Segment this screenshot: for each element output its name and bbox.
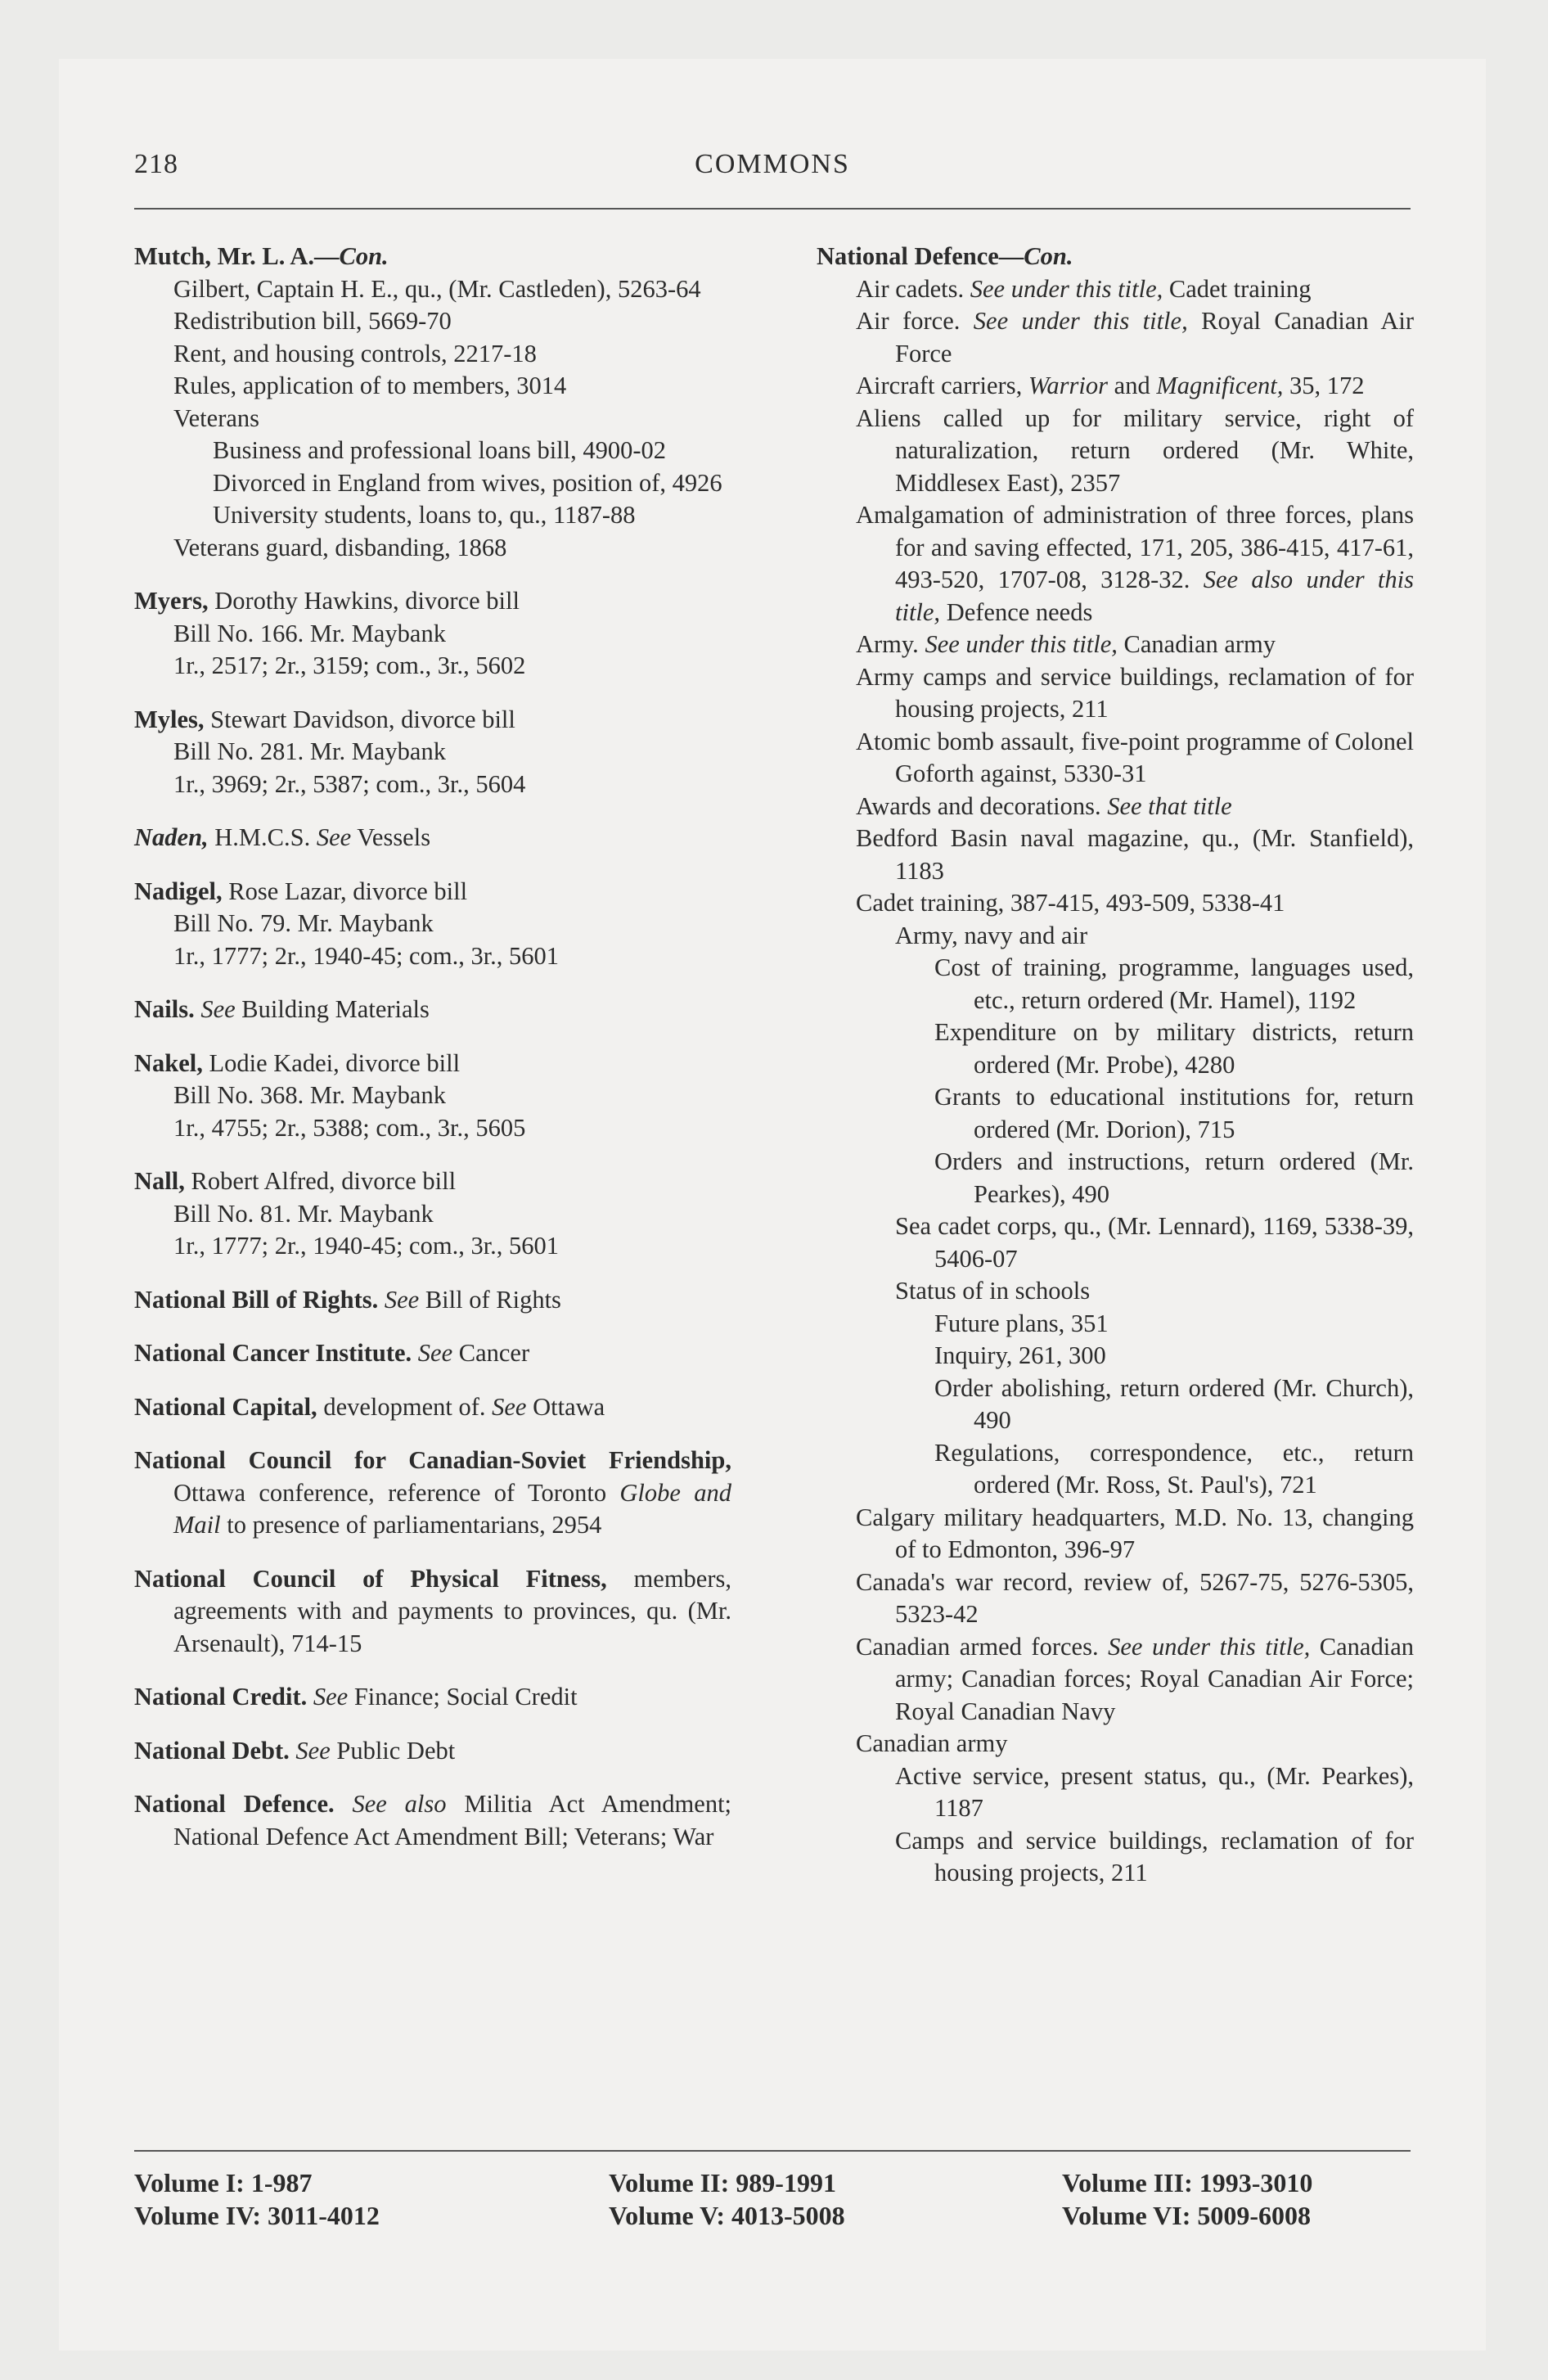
- subentry: Rent, and housing controls, 2217-18: [173, 339, 537, 367]
- subentry: [817, 305, 1414, 370]
- headword: National Council of Physical Fitness,: [134, 1564, 607, 1593]
- header-rule: [134, 208, 1411, 210]
- see-reference: See under this title,: [970, 274, 1163, 303]
- headword: National Cancer Institute.: [134, 1339, 412, 1367]
- subentry: Order abolishing, return ordered (Mr. Church), 490: [934, 1373, 1414, 1434]
- subentry: Regulations, correspondence, etc., return ordered (Mr. Ross, St. Paul's), 721: [934, 1438, 1414, 1499]
- entry-national-defence-continued: [817, 241, 1414, 273]
- entry-text: Canadian army: [1117, 630, 1276, 658]
- see-reference: See also: [352, 1790, 447, 1818]
- entry-national-bill-of-rights: [134, 1284, 731, 1317]
- subentry: 1r., 1777; 2r., 1940-45; com., 3r., 5601: [173, 941, 560, 970]
- footer-rule: [134, 2150, 1411, 2152]
- entry-text: Awards and decorations.: [856, 791, 1108, 820]
- subentry: Sea cadet corps, qu., (Mr. Lennard), 1169, 5338-39, 5406-07: [895, 1212, 1414, 1273]
- subentry: Camps and service buildings, reclamation of for housing projects, 211: [895, 1826, 1414, 1886]
- see-reference: See: [316, 823, 352, 851]
- continued-label: Con.: [339, 242, 389, 270]
- entry-text: Air cadets.: [856, 274, 970, 303]
- subentry: University students, loans to, qu., 1187-88: [213, 501, 636, 529]
- index-columns: [134, 241, 1415, 2111]
- left-column: [134, 241, 731, 1853]
- headword: National Defence.: [134, 1790, 335, 1818]
- subentry: Expenditure on by military districts, return ordered (Mr. Probe), 4280: [934, 1018, 1414, 1079]
- see-reference: See: [492, 1392, 527, 1421]
- subentry: 1r., 2517; 2r., 3159; com., 3r., 5602: [173, 651, 526, 679]
- entry-mutch: [134, 241, 731, 273]
- entry-text: Air force.: [856, 307, 974, 335]
- right-column: [817, 241, 1414, 1890]
- subentry: [817, 499, 1414, 629]
- entry-text: Finance; Social Credit: [348, 1683, 578, 1711]
- subentry: 1r., 1777; 2r., 1940-45; com., 3r., 5601: [173, 1232, 560, 1260]
- entry-text: Stewart Davidson, divorce bill: [204, 705, 515, 733]
- entry-text: Royal Canadian Air Force: [895, 307, 1415, 367]
- volume-range: Volume VI: 5009-6008: [1062, 2201, 1312, 2230]
- entry-national-credit: [134, 1681, 731, 1714]
- headword: Naden,: [134, 823, 209, 851]
- subentry: Bill No. 281. Mr. Maybank: [173, 737, 446, 765]
- subentry: Grants to educational institutions for, return ordered (Mr. Dorion), 715: [934, 1083, 1414, 1143]
- volume-row: [134, 2166, 1411, 2199]
- headword: Myers,: [134, 587, 209, 615]
- subentry: Bill No. 79. Mr. Maybank: [173, 909, 434, 937]
- entry-text: Canadian army; Canadian forces; Royal Canadian Air Force; Royal Canadian Navy: [895, 1632, 1414, 1725]
- entry-national-defence: [134, 1788, 731, 1853]
- subentry: Orders and instructions, return ordered (Mr. Pearkes), 490: [934, 1147, 1414, 1208]
- subentry: Status of in schools: [895, 1277, 1091, 1305]
- ship-name: Warrior: [1028, 372, 1109, 399]
- entry-national-council-physical-fitness: [134, 1563, 731, 1661]
- see-reference: See that title: [1107, 791, 1232, 820]
- entry-text: and: [1108, 372, 1157, 399]
- headword: Myles,: [134, 705, 205, 733]
- see-reference: See also under this title,: [895, 566, 1414, 626]
- entry-text: members, agreements with and payments to provinces, qu. (Mr. Arsenault), 714-15: [173, 1564, 731, 1657]
- headword: National Capital,: [134, 1392, 317, 1421]
- entry-text: Robert Alfred, divorce bill: [184, 1167, 457, 1195]
- entry-nadigel: [134, 876, 731, 908]
- subentry: Canadian army: [856, 1729, 1008, 1757]
- see-reference: See: [295, 1736, 331, 1765]
- subentry: Bill No. 368. Mr. Maybank: [173, 1081, 446, 1109]
- subentry: [817, 1631, 1414, 1729]
- entry-text: Army.: [856, 630, 925, 658]
- subentry: Bill No. 81. Mr. Maybank: [173, 1199, 434, 1228]
- entry-nall: [134, 1165, 731, 1198]
- see-reference: See: [200, 995, 236, 1023]
- entry-text: Canadian armed forces.: [856, 1632, 1109, 1661]
- entry-text: Ottawa: [526, 1392, 605, 1421]
- headword: National Bill of Rights.: [134, 1285, 379, 1314]
- headword: National Council for Canadian-Soviet Friendship,: [134, 1446, 731, 1474]
- entry-text: Militia Act Amendment; National Defence Act Amendment Bill; Veterans; War: [173, 1790, 732, 1850]
- entry-text: Public Debt: [330, 1736, 456, 1765]
- headword: National Debt.: [134, 1736, 290, 1765]
- entry-text: Cancer: [452, 1339, 530, 1367]
- entry-national-cancer-institute: [134, 1337, 731, 1370]
- subentry: Cost of training, programme, languages used, etc., return ordered (Mr. Hamel), 1192: [934, 953, 1414, 1014]
- entry-text: Lodie Kadei, divorce bill: [202, 1048, 461, 1077]
- subentry: [817, 791, 1414, 823]
- page: [59, 59, 1486, 2351]
- entry-nakel: [134, 1048, 731, 1080]
- subentry: Atomic bomb assault, five-point programme of Colonel Goforth against, 5330-31: [856, 727, 1414, 787]
- volume-range: Volume IV: 3011-4012: [134, 2201, 380, 2230]
- continued-label: Con.: [1024, 242, 1073, 270]
- entry-text: Ottawa conference, reference of Toronto: [173, 1478, 620, 1507]
- volume-row: [134, 2199, 1411, 2232]
- headword: Nakel,: [134, 1048, 203, 1077]
- subentry: Future plans, 351: [934, 1309, 1109, 1337]
- subentry: Calgary military headquarters, M.D. No. 13, changing of to Edmonton, 396-97: [856, 1503, 1414, 1563]
- subentry: Rules, application of to members, 3014: [173, 372, 567, 399]
- entry-national-capital: [134, 1391, 731, 1424]
- headword: Nadigel,: [134, 877, 223, 905]
- entry-text: Dorothy Hawkins, divorce bill: [208, 587, 520, 615]
- headword: Nall,: [134, 1167, 185, 1195]
- volume-range: Volume I: 1-987: [134, 2168, 313, 2197]
- entry-text: 35, 172: [1283, 372, 1365, 399]
- entry-text: development of.: [317, 1392, 493, 1421]
- subentry: Canada's war record, review of, 5267-75, 5276-5305, 5323-42: [856, 1567, 1414, 1628]
- subentry: Business and professional loans bill, 4900-02: [213, 436, 667, 464]
- subentry: 1r., 3969; 2r., 5387; com., 3r., 5604: [173, 769, 526, 798]
- subentry: Gilbert, Captain H. E., qu., (Mr. Castleden), 5263-64: [173, 274, 701, 303]
- volume-range: Volume III: 1993-3010: [1062, 2168, 1313, 2197]
- subentry: Active service, present status, qu., (Mr. Pearkes), 1187: [895, 1761, 1414, 1822]
- subentry: Bill No. 166. Mr. Maybank: [173, 619, 446, 647]
- headword: National Credit.: [134, 1683, 308, 1711]
- subentry: Bedford Basin naval magazine, qu., (Mr. Stanfield), 1183: [856, 824, 1414, 885]
- entry-myles: [134, 704, 731, 737]
- entry-text: Rose Lazar, divorce bill: [222, 877, 468, 905]
- volume-footer: [134, 2166, 1411, 2232]
- entry-text: Bill of Rights: [419, 1285, 561, 1314]
- volume-range: Volume II: 989-1991: [609, 2168, 836, 2197]
- subentry: Veterans: [173, 403, 260, 432]
- entry-text: Defence needs: [940, 597, 1093, 626]
- see-reference: See under this title,: [1108, 1632, 1311, 1661]
- entry-text: Building Materials: [235, 995, 430, 1023]
- entry-naden: [134, 822, 731, 854]
- entry-national-debt: [134, 1735, 731, 1768]
- entry-text: Vessels: [351, 823, 431, 851]
- subentry: Inquiry, 261, 300: [934, 1341, 1106, 1369]
- entry-text: Cadet training: [1163, 274, 1312, 303]
- entry-text: H.M.C.S.: [208, 823, 317, 851]
- entry-text: to presence of parliamentarians, 2954: [220, 1511, 602, 1539]
- see-reference: See: [384, 1285, 420, 1314]
- page-number: 218: [134, 149, 178, 179]
- subentry: 1r., 4755; 2r., 5388; com., 3r., 5605: [173, 1113, 526, 1142]
- headword: Mutch, Mr. L. A.—: [134, 242, 340, 270]
- subentry: Aliens called up for military service, right of naturalization, return ordered (Mr. White, Middlesex East), 2357: [856, 403, 1414, 497]
- entry-national-council-canadian-soviet: [134, 1445, 731, 1542]
- entry-text: Amalgamation of administration of three forces, plans for and saving effected, 171, 205, 386-415, 417-61, 493-520, 1707-08, 3128-32.: [856, 501, 1414, 593]
- subentry: Veterans guard, disbanding, 1868: [173, 533, 507, 561]
- entry-nails: [134, 994, 731, 1026]
- see-reference: See: [313, 1683, 349, 1711]
- ship-name: Magnificent,: [1156, 372, 1284, 399]
- headword: National Defence—: [817, 242, 1024, 270]
- see-reference: See under this title,: [973, 307, 1188, 335]
- entry-myers: [134, 585, 731, 618]
- subentry: Redistribution bill, 5669-70: [173, 307, 452, 335]
- subentry: Army, navy and air: [895, 921, 1088, 949]
- subentry: [817, 629, 1414, 661]
- subentry: Divorced in England from wives, position of, 4926: [213, 468, 722, 497]
- subentry: Army camps and service buildings, reclamation of for housing projects, 211: [856, 662, 1414, 723]
- headword: Nails.: [134, 995, 195, 1023]
- see-reference: See under this title,: [925, 630, 1118, 658]
- running-head: [134, 149, 1411, 198]
- page-content: [134, 149, 1415, 2230]
- entry-text: Aircraft carriers,: [856, 372, 1028, 399]
- newspaper-title: Globe and Mail: [173, 1478, 731, 1539]
- subentry: Cadet training, 387-415, 493-509, 5338-41: [856, 889, 1285, 917]
- subentry: [817, 370, 1414, 403]
- see-reference: See: [417, 1339, 453, 1367]
- subentry: [817, 273, 1414, 306]
- running-title: COMMONS: [695, 149, 850, 179]
- volume-range: Volume V: 4013-5008: [609, 2201, 845, 2230]
